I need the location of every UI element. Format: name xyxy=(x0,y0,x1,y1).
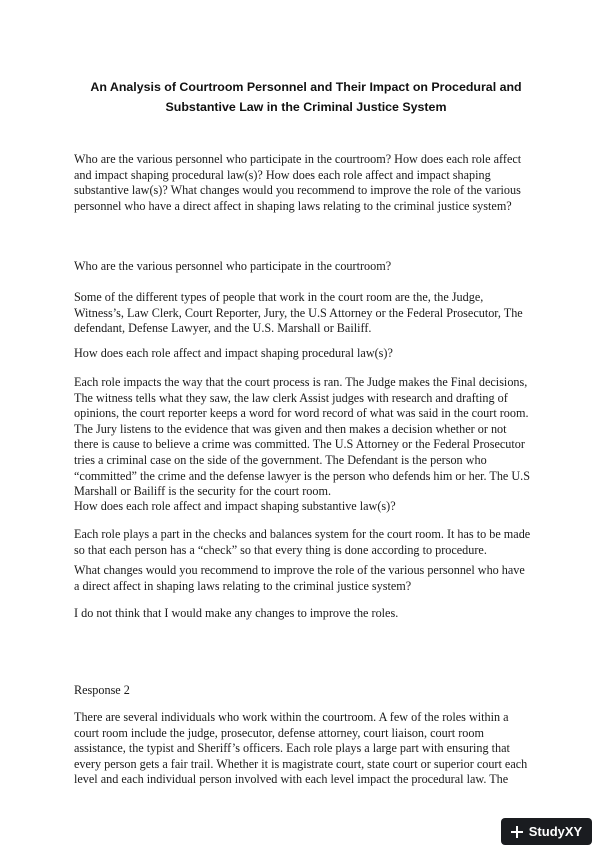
text-line: What changes would you recommend to improve the role of the various personnel who have xyxy=(74,563,525,577)
response-2-heading xyxy=(74,683,130,699)
text-line: Each role impacts the way that the court process is ran. The Judge makes the Final decisions, xyxy=(74,375,528,389)
text-line: opinions, the court reporter keeps a word for word record of what was said in the court room. xyxy=(74,406,529,421)
answer-1-paragraph xyxy=(74,290,523,337)
answer-2-paragraph xyxy=(74,375,530,500)
question-2-heading xyxy=(74,346,393,362)
text-line: a direct affect in shaping laws relating to the criminal justice system? xyxy=(74,578,412,593)
answer-3-paragraph xyxy=(74,527,530,558)
text-line: “committed” the crime and the defense lawyer is the person who defends him or her. The U.S xyxy=(74,468,530,483)
text-line: Who are the various personnel who participate in the courtroom? How does each role affect xyxy=(74,152,522,166)
answer-4-paragraph xyxy=(74,606,398,622)
title-line-2: Substantive Law in the Criminal Justice System xyxy=(165,100,447,114)
document-title xyxy=(60,77,552,117)
text-line: Witness’s, Law Clerk, Court Reporter, Jury, the U.S Attorney or the Federal Prosecutor, The xyxy=(74,305,523,320)
studyxy-watermark-badge[interactable] xyxy=(501,818,592,845)
text-line: personnel who have a direct affect in shaping laws relating to the criminal justice system? xyxy=(74,198,512,213)
text-line: level and each individual person involved with each level impact the procedural law. The xyxy=(74,772,509,787)
text-line: The witness tells what they saw, the law clerk Assist judges with research and drafting of xyxy=(74,390,508,405)
text-line: Who are the various personnel who participate in the courtroom? xyxy=(74,259,392,273)
response-2-paragraph xyxy=(74,710,527,788)
title-line-1: An Analysis of Courtroom Personnel and Their Impact on Procedural and xyxy=(90,80,522,94)
text-line: I do not think that I would make any changes to improve the roles. xyxy=(74,606,399,620)
text-line: tries a criminal case on the side of the government. The Defendant is the person who xyxy=(74,452,487,467)
intro-questions-paragraph xyxy=(74,152,521,214)
question-1-heading xyxy=(74,259,391,275)
text-line: The Jury listens to the evidence that was given and then makes a decision whether or not xyxy=(74,421,507,436)
text-line: Each role plays a part in the checks and balances system for the court room. It has to be made xyxy=(74,527,531,541)
studyxy-logo-text: StudyXY xyxy=(528,824,583,839)
text-line: and impact shaping procedural law(s)? How does each role affect and impact shaping xyxy=(74,167,491,182)
question-4-heading xyxy=(74,563,525,594)
plus-icon xyxy=(511,826,523,838)
question-3-heading xyxy=(74,499,396,515)
text-line: Response 2 xyxy=(74,683,130,697)
text-line: substantive law(s)? What changes would you recommend to improve the role of the various xyxy=(74,183,521,198)
text-line: assistance, the typist and Sheriff’s officers. Each role plays a large part with ensuring that xyxy=(74,741,510,756)
text-line: every person gets a fair trail. Whether it is magistrate court, state court or superior court each xyxy=(74,756,528,771)
text-line: How does each role affect and impact shaping substantive law(s)? xyxy=(74,499,396,513)
text-line: there is cause to believe a crime was committed. The U.S Attorney or the Federal Prosecutor xyxy=(74,437,525,452)
text-line: How does each role affect and impact shaping procedural law(s)? xyxy=(74,346,393,360)
text-line: court room include the judge, prosecutor, defense attorney, court liaison, court room xyxy=(74,725,484,740)
text-line: Marshall or Bailiff is the security for the court room. xyxy=(74,484,332,499)
text-line: Some of the different types of people that work in the court room are the, the Judge, xyxy=(74,290,484,304)
text-line: There are several individuals who work within the courtroom. A few of the roles within a xyxy=(74,710,509,724)
text-line: defendant, Defense Lawyer, and the U.S. Marshall or Bailiff. xyxy=(74,321,372,336)
text-line: so that each person has a “check” so that every thing is done according to procedure. xyxy=(74,542,487,557)
